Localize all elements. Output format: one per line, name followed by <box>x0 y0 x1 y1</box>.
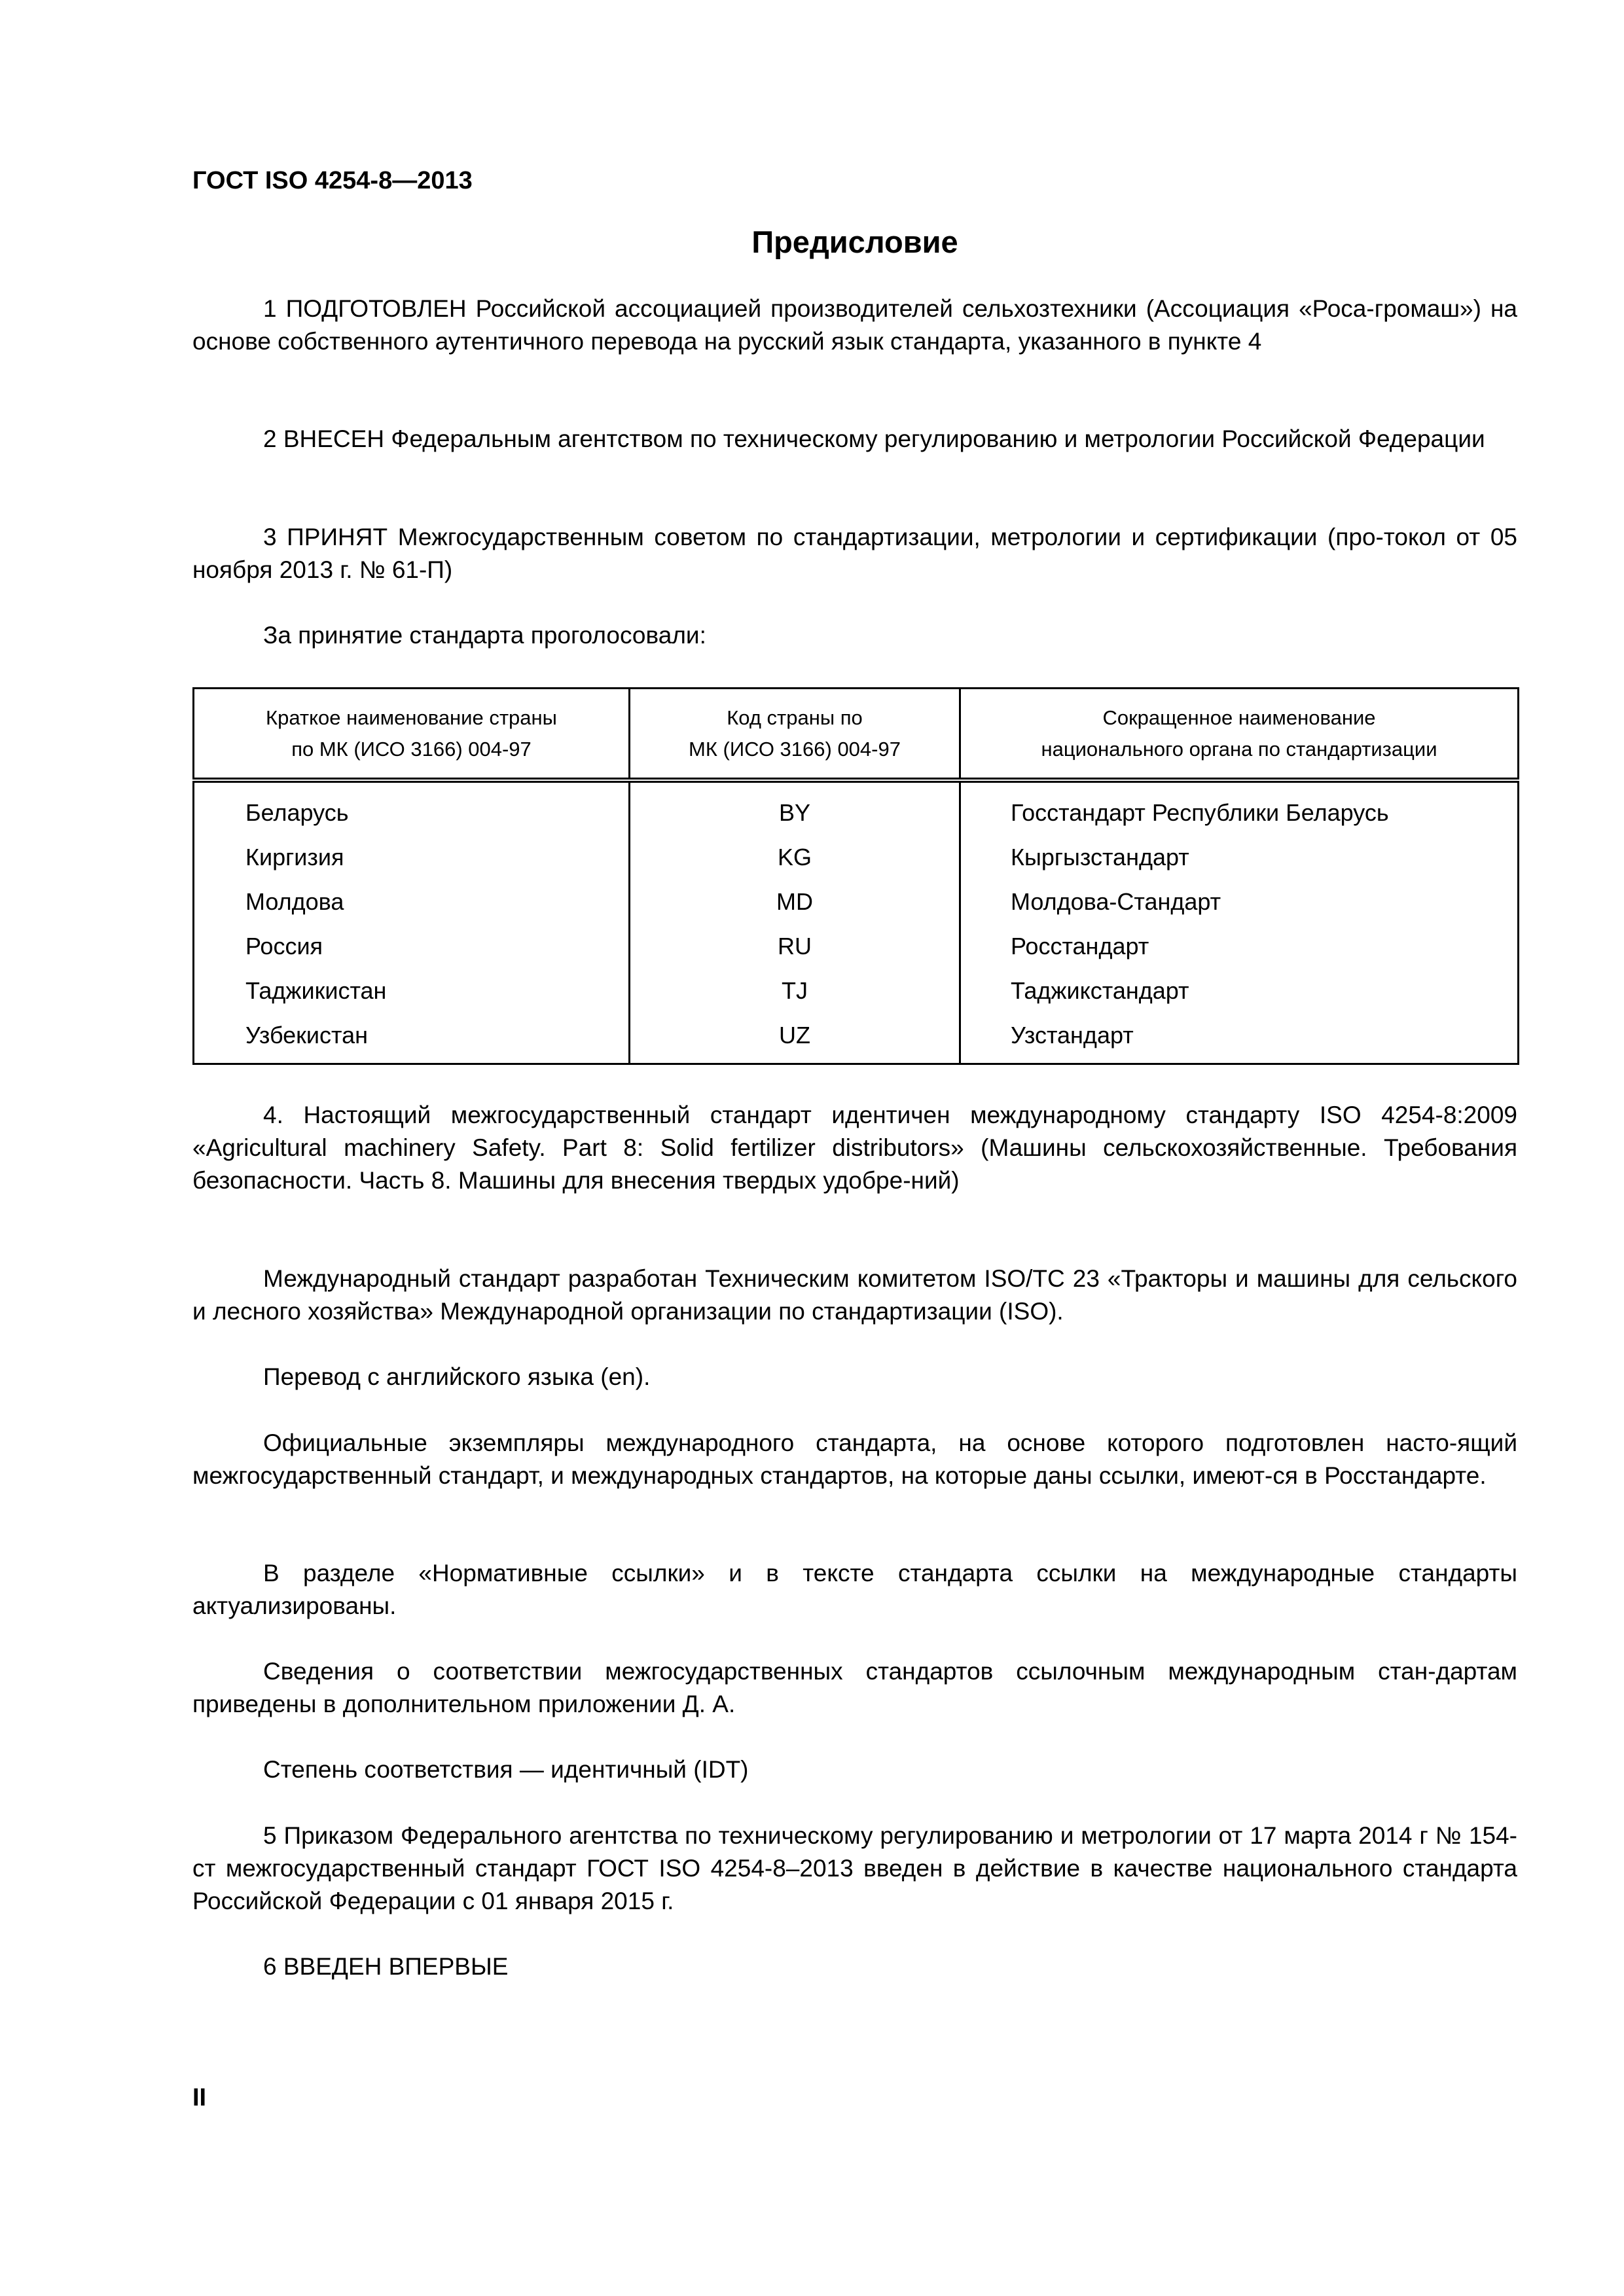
table-row <box>194 1013 1519 1064</box>
standards-body: Госстандарт Республики Беларусь <box>960 780 1519 835</box>
paragraph-intl-standard: Международный стандарт разработан Техническим комитетом ISO/TC 23 «Тракторы и машины для сельского и лесного хозяйства» Международной организации по стандартизации (ISO). <box>192 1265 1517 1325</box>
table-row <box>194 780 1519 835</box>
country-name: Молдова <box>194 880 630 924</box>
country-code: MD <box>630 880 960 924</box>
paragraph-references: В разделе «Нормативные ссылки» и в тексте стандарта ссылки на международные стандарты актуализированы. <box>192 1560 1517 1619</box>
paragraph-3: 3 ПРИНЯТ Межгосударственным советом по стандартизации, метрологии и сертификации (про-токол от 05 ноября 2013 г. № 61-П) <box>192 524 1517 583</box>
column-header-body: Сокращенное наименование национального органа по стандартизации <box>960 689 1519 781</box>
paragraph-4: 4. Настоящий межгосударственный стандарт идентичен международному стандарту ISO 4254-8:2009 «Agricultural machinery Safety. Part 8: Solid fertilizer distributors» (Машины сельскохозяйственные. Требования безопасности. Часть 8. Машины для внесения твердых удобре-ний) <box>192 1102 1517 1194</box>
page-title: Предисловие <box>751 224 958 259</box>
paragraph-translation: Перевод с английского языка (en). <box>263 1363 651 1390</box>
country-code: TJ <box>630 969 960 1013</box>
country-name: Узбекистан <box>194 1013 630 1064</box>
paragraph-5: 5 Приказом Федерального агентства по техническому регулированию и метрологии от 17 марта 2014 г № 154-ст межгосударственный стандарт ГОСТ ISO 4254-8–2013 введен в действие в качестве национального стандарта Российской Федерации с 01 января 2015 г. <box>192 1822 1517 1914</box>
table-row <box>194 835 1519 880</box>
country-code: RU <box>630 924 960 969</box>
table-row <box>194 969 1519 1013</box>
column-header-code: Код страны по МК (ИСО 3166) 004-97 <box>630 689 960 781</box>
country-code: UZ <box>630 1013 960 1064</box>
country-name: Киргизия <box>194 835 630 880</box>
page-number: II <box>192 2084 207 2111</box>
paragraph-correspondence: Сведения о соответствии межгосударственных стандартов ссылочным международным стан-дартам приведены в дополнительном приложении Д. А. <box>192 1658 1517 1717</box>
standards-body: Кыргызстандарт <box>960 835 1519 880</box>
paragraph-2: 2 ВНЕСЕН Федеральным агентством по техническому регулированию и метрологии Российской Федерации <box>263 425 1485 452</box>
voting-countries-table <box>192 687 1519 1065</box>
paragraph-degree: Степень соответствия — идентичный (IDT) <box>263 1756 749 1783</box>
standards-body: Молдова-Стандарт <box>960 880 1519 924</box>
table-header-row <box>194 689 1519 781</box>
document-code: ГОСТ ISO 4254-8—2013 <box>192 167 473 194</box>
standards-body: Узстандарт <box>960 1013 1519 1064</box>
country-name: Россия <box>194 924 630 969</box>
table-row <box>194 924 1519 969</box>
country-code: BY <box>630 780 960 835</box>
table-row <box>194 880 1519 924</box>
column-header-country: Краткое наименование страны по МК (ИСО 3166) 004-97 <box>194 689 630 781</box>
country-name: Таджикистан <box>194 969 630 1013</box>
country-name: Беларусь <box>194 780 630 835</box>
paragraph-1: 1 ПОДГОТОВЛЕН Российской ассоциацией производителей сельхозтехники (Ассоциация «Роса-громаш») на основе собственного аутентичного перевода на русский язык стандарта, указанного в пункте 4 <box>192 295 1517 355</box>
document-page <box>192 0 1517 2296</box>
paragraph-voting: За принятие стандарта проголосовали: <box>263 622 706 649</box>
paragraph-6: 6 ВВЕДЕН ВПЕРВЫЕ <box>263 1953 509 1980</box>
country-code: KG <box>630 835 960 880</box>
paragraph-official-copies: Официальные экземпляры международного стандарта, на основе которого подготовлен насто-ящий межгосударственный стандарт, и международных стандартов, на которые даны ссылки, имеют-ся в Росстандарте. <box>192 1429 1517 1489</box>
standards-body: Росстандарт <box>960 924 1519 969</box>
standards-body: Таджикстандарт <box>960 969 1519 1013</box>
